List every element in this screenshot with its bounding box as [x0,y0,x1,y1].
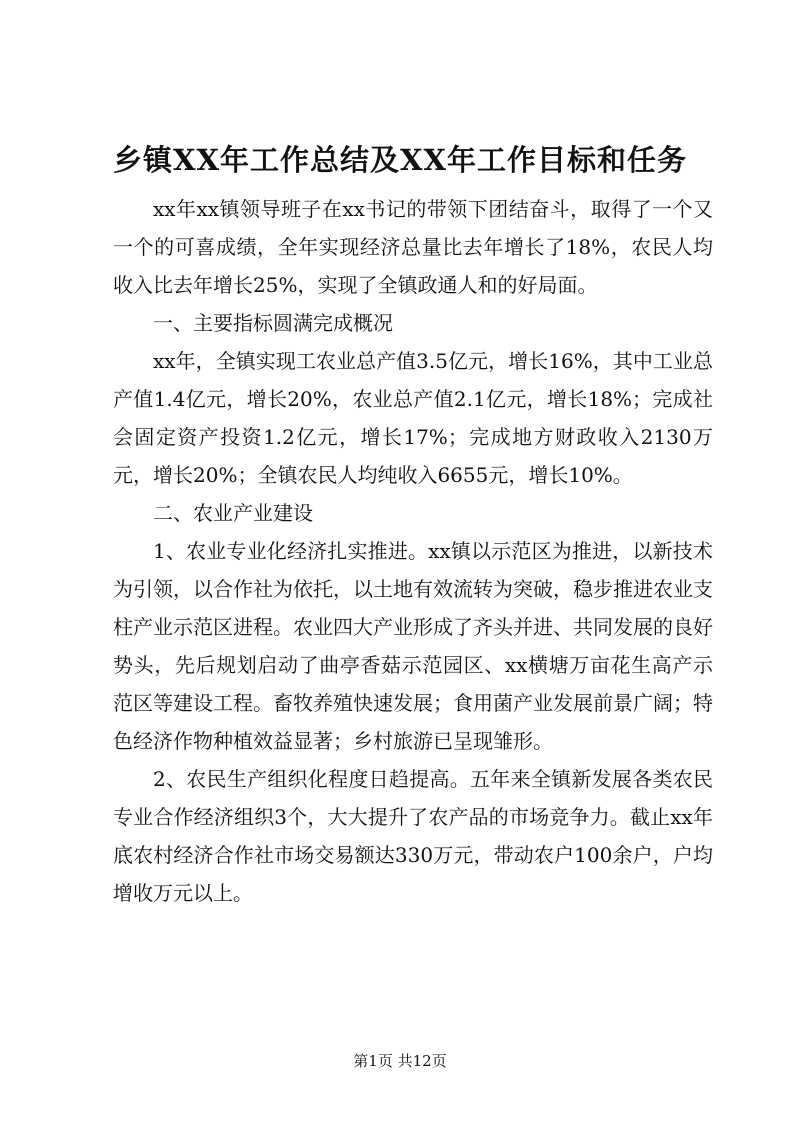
document-title: 乡镇XX年工作总结及XX年工作目标和任务 [112,143,687,177]
paragraph-main-indicators: xx年，全镇实现工农业总产值3.5亿元，增长16%，其中工业总产值1.4亿元，增长20%，农业总产值2.1亿元，增长18%；完成社会固定资产投资1.2亿元，增长17%；完成地方财政收入2130万元，增长20%；全镇农民人均纯收入6655元，增长10%。 [113,349,713,487]
paragraph-agriculture-specialization: 1、农业专业化经济扎实推进。xx镇以示范区为推进，以新技术为引领，以合作社为依托，以土地有效流转为突破，稳步推进农业支柱产业示范区进程。农业四大产业形成了齐头并进、共同发展的良好势头，先后规划启动了曲亭香菇示范园区、xx横塘万亩花生高产示范区等建设工程。畜牧养殖快速发展；食用菌产业发展前景广阔；特色经济作物种植效益显著；乡村旅游已呈现雏形。 [113,539,713,753]
paragraph-intro: xx年xx镇领导班子在xx书记的带领下团结奋斗，取得了一个又一个的可喜成绩，全年实现经济总量比去年增长了18%，农民人均收入比去年增长25%，实现了全镇政通人和的好局面。 [113,197,713,297]
page-footer: 第1页 共12页 [353,1052,447,1070]
paragraph-farmer-organization: 2、农民生产组织化程度日趋提高。五年来全镇新发展各类农民专业合作经济组织3个，大大提升了农产品的市场竞争力。截止xx年底农村经济合作社市场交易额达330万元，带动农户100余户，户均增收万元以上。 [113,767,713,905]
section-heading-main-indicators: 一、主要指标圆满完成概况 [153,311,393,335]
document-body [113,190,713,912]
section-heading-agriculture: 二、农业产业建设 [153,501,313,525]
